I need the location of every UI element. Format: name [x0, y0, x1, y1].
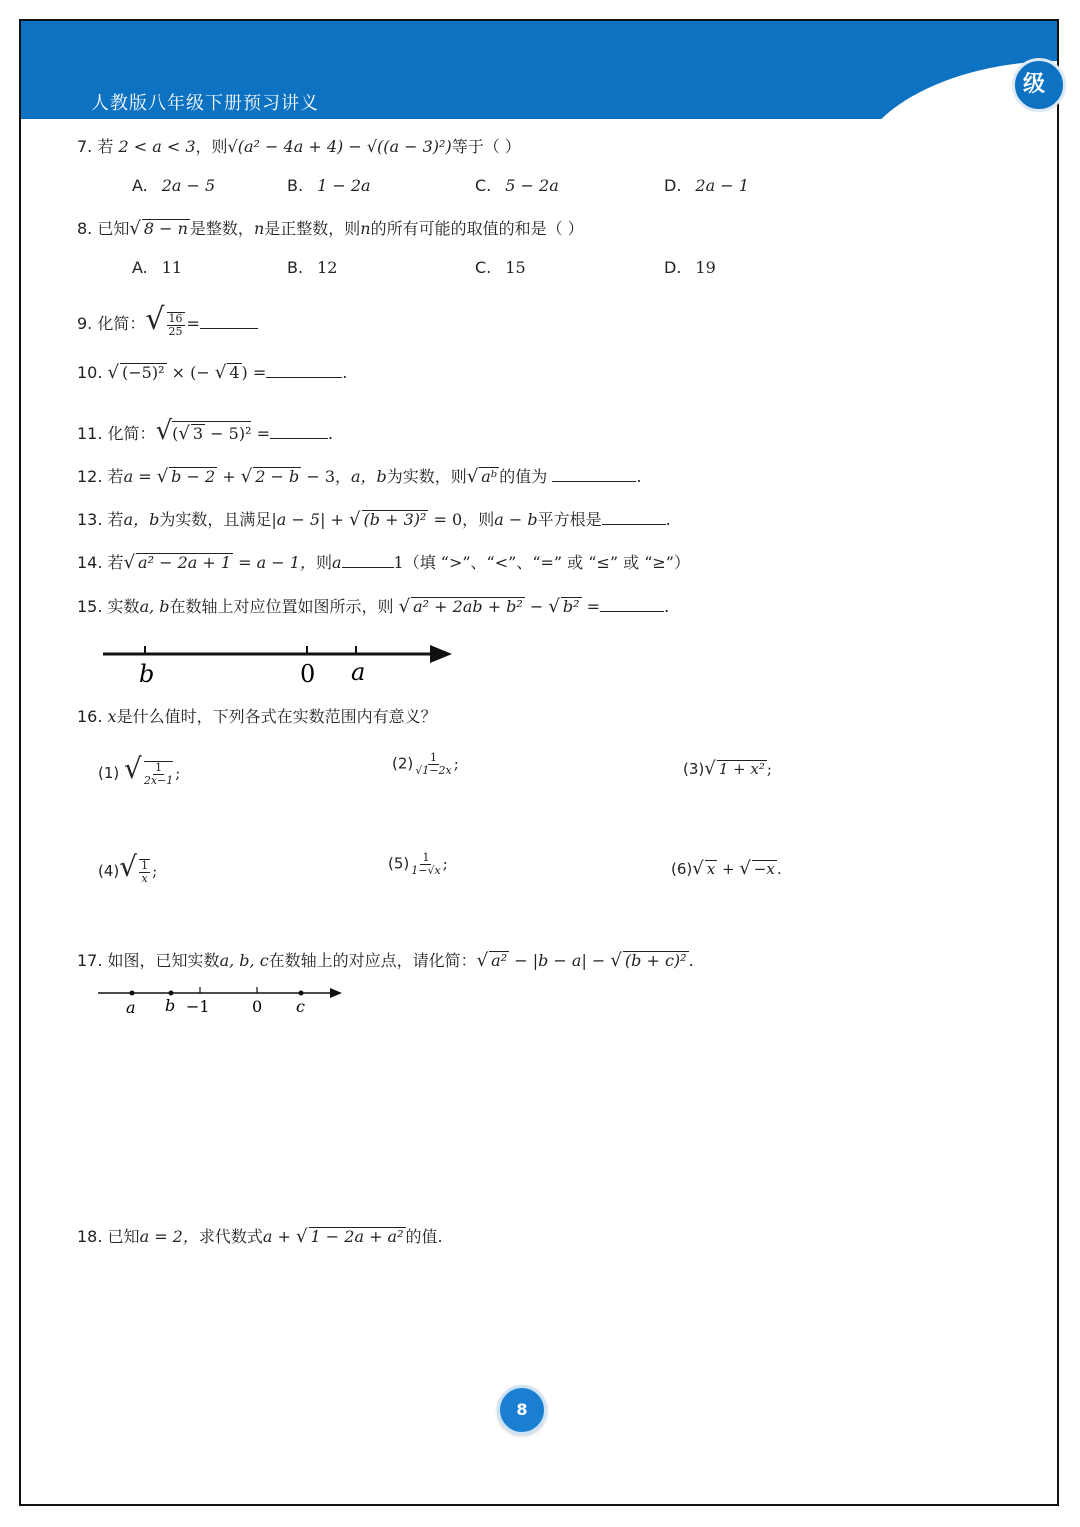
question-number: 15.	[77, 597, 103, 616]
question-15: 15. 实数a, b在数轴上对应位置如图所示，则 √ a² + 2ab + b² − √ b² = .	[77, 596, 670, 617]
arrow-icon	[430, 645, 452, 663]
question-number: 9.	[77, 314, 93, 333]
question-8: 8. 已知√ 8 − n 是整数，n是正整数，则n的所有可能的取值的和是（ ）	[77, 218, 584, 239]
question-number: 18.	[77, 1227, 103, 1246]
option-d[interactable]: D. 2a − 1	[664, 176, 749, 195]
question-number: 10.	[77, 363, 103, 382]
page-number-badge: 8	[497, 1385, 547, 1435]
question-number: 11.	[77, 424, 103, 443]
question-18: 18. 已知a = 2，求代数式a + √ 1 − 2a + a² 的值.	[77, 1226, 443, 1247]
option-c[interactable]: C. 15	[475, 258, 526, 277]
header-banner	[21, 21, 1057, 119]
question-number: 16.	[77, 707, 103, 726]
point-marker	[169, 991, 174, 996]
question-11: 11. 化简：√(√ 3 − 5)² = .	[77, 416, 334, 446]
point-marker	[130, 991, 135, 996]
question-14: 14. 若√ a² − 2a + 1 = a − 1，则a 1（填 “>”、“<”、“=” 或 “≤” 或 “≥”）	[77, 552, 690, 573]
number-line-15	[100, 636, 460, 692]
option-a[interactable]: A. 11	[132, 258, 183, 277]
tick-label: 0	[252, 997, 263, 1016]
option-d[interactable]: D. 19	[664, 258, 716, 277]
question-16: 16. x是什么值时，下列各式在实数范围内有意义？	[77, 707, 437, 726]
number-line-17	[96, 982, 346, 1018]
point-marker	[299, 991, 304, 996]
header-badge: 级	[1012, 58, 1066, 112]
question-9: 9. 化简：√ $\frac{16}{25}$ =	[77, 302, 258, 338]
option-a[interactable]: A. 2a − 5	[132, 176, 216, 195]
answer-blank[interactable]	[602, 510, 666, 525]
sub-question-5: (5) $\frac{1}{1-√x}$ ;	[388, 851, 448, 877]
tick-label: −1	[186, 997, 210, 1016]
header-title: 人教版八年级下册预习讲义	[91, 93, 319, 114]
tick-label: a	[351, 658, 366, 686]
option-c[interactable]: C. 5 − 2a	[475, 176, 559, 195]
question-17: 17. 如图，已知实数a, b, c在数轴上的对应点，请化简：√ a² − |b − a| − √ (b + c)² .	[77, 950, 694, 971]
answer-blank[interactable]	[270, 424, 328, 439]
question-7: 7. 若 2 < a < 3，则√(a² − 4a + 4) − √((a − 3)²)等于（ ）	[77, 137, 521, 156]
tick-label: a	[126, 998, 136, 1017]
sub-question-2: (2) $\frac{1}{√1-2x}$ ;	[392, 751, 459, 777]
tick-label: 0	[300, 660, 316, 688]
answer-blank[interactable]	[200, 314, 258, 329]
question-10: 10. √ (−5)² × (− √ 4 ) = .	[77, 362, 348, 383]
arrow-icon	[330, 988, 342, 998]
option-b[interactable]: B. 12	[287, 258, 338, 277]
question-number: 13.	[77, 510, 103, 529]
sub-question-3: (3)√ 1 + x² ;	[683, 758, 772, 779]
answer-blank[interactable]	[342, 553, 394, 568]
sub-question-6: (6)√ x + √ −x .	[671, 858, 782, 879]
sub-question-1: (1) √ $\frac{1}{2x-1}$ ;	[98, 752, 181, 787]
question-number: 17.	[77, 951, 103, 970]
tick-label: c	[296, 997, 305, 1016]
answer-blank[interactable]	[600, 597, 664, 612]
tick-label: b	[165, 996, 176, 1015]
sub-question-4: (4)√ $\frac{1}{x}$ ;	[98, 850, 158, 885]
question-13: 13. 若a，b为实数，且满足|a − 5| + √ (b + 3)² = 0，则a − b平方根是 .	[77, 509, 671, 530]
answer-blank[interactable]	[552, 467, 636, 482]
question-number: 8.	[77, 219, 93, 238]
question-number: 14.	[77, 553, 103, 572]
question-number: 7.	[77, 137, 93, 156]
option-b[interactable]: B. 1 − 2a	[287, 176, 371, 195]
question-12: 12. 若a = √ b − 2 + √ 2 − b − 3，a，b为实数，则√ aᵇ 的值为 .	[77, 466, 642, 487]
answer-blank[interactable]	[266, 363, 342, 378]
question-number: 12.	[77, 467, 103, 486]
math-expression: √(a² − 4a + 4) − √((a − 3)²)	[227, 137, 452, 156]
tick-label: b	[139, 660, 155, 688]
